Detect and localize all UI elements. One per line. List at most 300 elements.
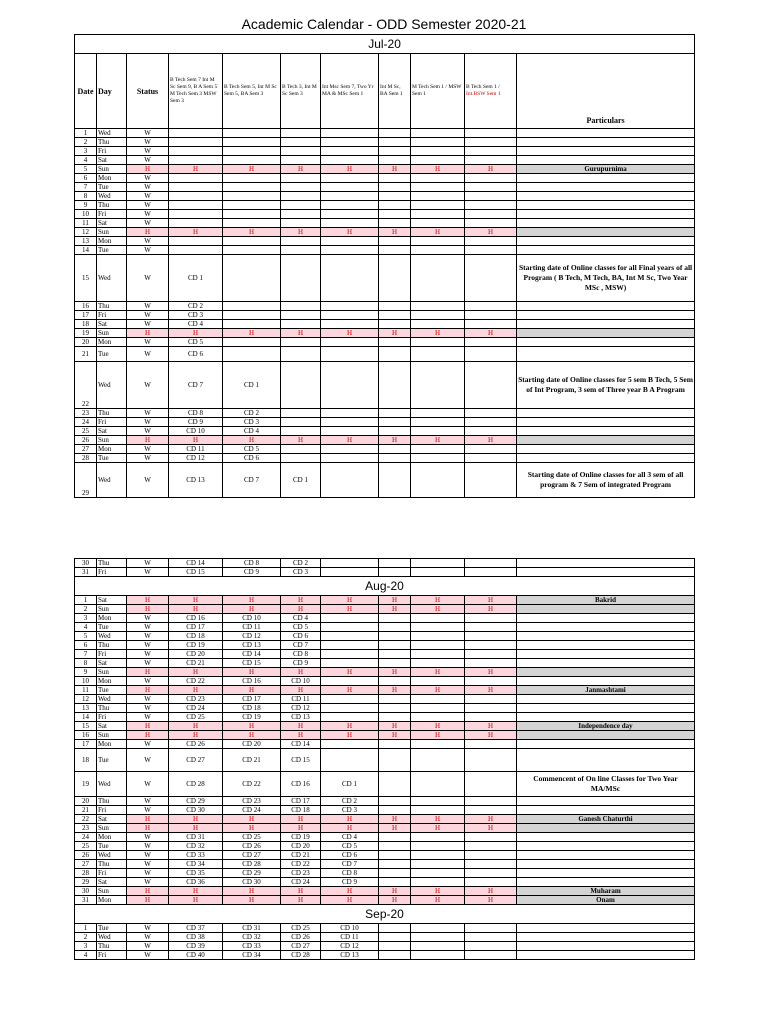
header-col-6: M Tech Sem 1 / MSW Sem 1 — [411, 54, 465, 129]
course-day-cell: CD 28 — [281, 951, 321, 960]
particulars-cell — [517, 668, 695, 677]
course-day-cell: H — [223, 815, 281, 824]
status-cell: H — [127, 605, 169, 614]
course-day-cell: CD 3 — [223, 418, 281, 427]
course-day-cell — [169, 192, 223, 201]
course-day-cell — [321, 559, 379, 568]
course-day-cell: H — [223, 731, 281, 740]
course-day-cell: H — [411, 815, 465, 824]
course-day-cell — [465, 641, 517, 650]
course-day-cell: H — [223, 165, 281, 174]
status-cell: W — [127, 933, 169, 942]
course-day-cell: H — [379, 605, 411, 614]
course-day-cell — [321, 568, 379, 577]
course-day-cell: H — [411, 887, 465, 896]
course-day-cell — [411, 659, 465, 668]
course-day-cell — [379, 409, 411, 418]
header-col-5: Int M Sc, BA Sem 1 — [379, 54, 411, 129]
date-cell: 12 — [75, 228, 97, 237]
particulars-cell — [517, 842, 695, 851]
course-day-cell — [379, 362, 411, 409]
course-day-cell — [465, 924, 517, 933]
status-cell: W — [127, 427, 169, 436]
day-cell: Mon — [97, 614, 127, 623]
course-day-cell: CD 40 — [169, 951, 223, 960]
course-day-cell — [465, 677, 517, 686]
course-day-cell: CD 28 — [223, 860, 281, 869]
course-day-cell: CD 21 — [169, 659, 223, 668]
particulars-cell — [517, 129, 695, 138]
particulars-cell: Gurupurnima — [517, 165, 695, 174]
course-day-cell — [223, 219, 281, 228]
header-col-7-a: B Tech Sem 1 / — [466, 84, 500, 90]
course-day-cell — [379, 772, 411, 797]
course-day-cell — [411, 463, 465, 498]
date-cell: 27 — [75, 445, 97, 454]
course-day-cell — [321, 320, 379, 329]
course-day-cell: CD 25 — [281, 924, 321, 933]
course-day-cell: CD 34 — [169, 860, 223, 869]
particulars-cell — [517, 418, 695, 427]
course-day-cell: H — [465, 436, 517, 445]
calendar-row — [75, 427, 695, 436]
course-day-cell — [411, 559, 465, 568]
course-day-cell: CD 15 — [223, 659, 281, 668]
course-day-cell: CD 19 — [169, 641, 223, 650]
course-day-cell: CD 19 — [281, 833, 321, 842]
course-day-cell — [321, 677, 379, 686]
calendar-row — [75, 219, 695, 228]
particulars-cell — [517, 951, 695, 960]
date-cell: 20 — [75, 338, 97, 347]
status-cell: W — [127, 713, 169, 722]
course-day-cell — [379, 174, 411, 183]
course-day-cell: H — [379, 436, 411, 445]
course-day-cell: H — [411, 686, 465, 695]
course-day-cell: H — [411, 731, 465, 740]
course-day-cell: CD 21 — [223, 749, 281, 772]
course-day-cell — [281, 454, 321, 463]
course-day-cell: H — [465, 605, 517, 614]
course-day-cell: CD 3 — [321, 806, 379, 815]
calendar-row — [75, 942, 695, 951]
course-day-cell — [379, 933, 411, 942]
course-day-cell: H — [321, 887, 379, 896]
course-day-cell: CD 2 — [223, 409, 281, 418]
day-cell: Wed — [97, 129, 127, 138]
course-day-cell: H — [379, 686, 411, 695]
particulars-cell — [517, 851, 695, 860]
status-cell: W — [127, 869, 169, 878]
date-cell: 8 — [75, 192, 97, 201]
course-day-cell — [411, 454, 465, 463]
day-cell: Fri — [97, 806, 127, 815]
course-day-cell: H — [223, 228, 281, 237]
day-cell: Sun — [97, 605, 127, 614]
course-day-cell — [465, 237, 517, 246]
calendar-row — [75, 559, 695, 568]
day-cell: Wed — [97, 362, 127, 409]
course-day-cell: CD 4 — [321, 833, 379, 842]
course-day-cell — [379, 632, 411, 641]
course-day-cell: CD 24 — [223, 806, 281, 815]
status-cell: W — [127, 454, 169, 463]
date-cell: 10 — [75, 210, 97, 219]
day-cell: Sun — [97, 165, 127, 174]
date-cell: 3 — [75, 614, 97, 623]
course-day-cell: H — [379, 165, 411, 174]
course-day-cell — [169, 219, 223, 228]
course-day-cell: H — [223, 436, 281, 445]
course-day-cell: CD 6 — [169, 347, 223, 362]
calendar-row — [75, 722, 695, 731]
calendar-row — [75, 772, 695, 797]
calendar-row — [75, 878, 695, 887]
status-cell: W — [127, 147, 169, 156]
status-cell: W — [127, 219, 169, 228]
course-day-cell — [411, 445, 465, 454]
status-cell: W — [127, 463, 169, 498]
course-day-cell: H — [411, 668, 465, 677]
course-day-cell: H — [281, 722, 321, 731]
particulars-cell — [517, 311, 695, 320]
course-day-cell: CD 9 — [223, 568, 281, 577]
status-cell: W — [127, 302, 169, 311]
course-day-cell: CD 8 — [321, 869, 379, 878]
header-particulars: Particulars — [517, 54, 695, 129]
status-cell: W — [127, 860, 169, 869]
particulars-cell — [517, 924, 695, 933]
calendar-row — [75, 201, 695, 210]
course-day-cell: CD 12 — [281, 704, 321, 713]
course-day-cell: H — [379, 722, 411, 731]
course-day-cell: H — [169, 596, 223, 605]
course-day-cell: H — [169, 165, 223, 174]
particulars-cell — [517, 650, 695, 659]
day-cell: Thu — [97, 860, 127, 869]
course-day-cell: H — [321, 896, 379, 905]
calendar-row — [75, 824, 695, 833]
course-day-cell — [411, 614, 465, 623]
course-day-cell — [465, 156, 517, 165]
course-day-cell: H — [465, 824, 517, 833]
course-day-cell: H — [321, 329, 379, 338]
status-cell: W — [127, 445, 169, 454]
course-day-cell — [411, 237, 465, 246]
course-day-cell: H — [223, 668, 281, 677]
particulars-cell — [517, 156, 695, 165]
course-day-cell: CD 10 — [281, 677, 321, 686]
status-cell: W — [127, 320, 169, 329]
date-cell: 31 — [75, 896, 97, 905]
calendar-row — [75, 731, 695, 740]
day-cell: Sun — [97, 228, 127, 237]
particulars-cell — [517, 713, 695, 722]
course-day-cell — [281, 445, 321, 454]
header-col-7-b: Int.BSW Sem 1 — [466, 91, 501, 97]
particulars-cell — [517, 559, 695, 568]
status-cell: W — [127, 878, 169, 887]
header-day: Day — [97, 54, 127, 129]
course-day-cell — [281, 362, 321, 409]
course-day-cell — [321, 632, 379, 641]
date-cell: 8 — [75, 659, 97, 668]
date-cell: 30 — [75, 559, 97, 568]
course-day-cell — [223, 147, 281, 156]
course-day-cell — [321, 445, 379, 454]
course-day-cell — [223, 255, 281, 302]
course-day-cell — [321, 454, 379, 463]
course-day-cell: CD 23 — [169, 695, 223, 704]
course-day-cell — [411, 138, 465, 147]
course-day-cell: H — [281, 605, 321, 614]
course-day-cell: H — [223, 722, 281, 731]
day-cell: Tue — [97, 623, 127, 632]
status-cell: H — [127, 668, 169, 677]
course-day-cell — [379, 210, 411, 219]
course-day-cell — [281, 183, 321, 192]
course-day-cell — [465, 138, 517, 147]
course-day-cell — [281, 255, 321, 302]
course-day-cell: H — [281, 329, 321, 338]
course-day-cell: CD 9 — [281, 659, 321, 668]
course-day-cell: H — [321, 731, 379, 740]
day-cell: Sun — [97, 668, 127, 677]
course-day-cell: CD 24 — [169, 704, 223, 713]
course-day-cell — [465, 302, 517, 311]
course-day-cell — [379, 797, 411, 806]
course-day-cell: H — [465, 815, 517, 824]
course-day-cell — [169, 174, 223, 183]
course-day-cell: CD 23 — [281, 869, 321, 878]
status-cell: W — [127, 255, 169, 302]
particulars-cell — [517, 860, 695, 869]
course-day-cell: CD 35 — [169, 869, 223, 878]
course-day-cell — [465, 210, 517, 219]
course-day-cell — [465, 454, 517, 463]
course-day-cell: CD 16 — [169, 614, 223, 623]
date-cell: 2 — [75, 138, 97, 147]
course-day-cell: CD 4 — [223, 427, 281, 436]
calendar-row — [75, 156, 695, 165]
course-day-cell: CD 24 — [281, 878, 321, 887]
course-day-cell: CD 2 — [281, 559, 321, 568]
course-day-cell: H — [321, 605, 379, 614]
course-day-cell — [223, 311, 281, 320]
course-day-cell — [223, 347, 281, 362]
day-cell: Thu — [97, 641, 127, 650]
day-cell: Thu — [97, 704, 127, 713]
status-cell: W — [127, 246, 169, 255]
course-day-cell — [379, 878, 411, 887]
calendar-row — [75, 463, 695, 498]
course-day-cell — [379, 695, 411, 704]
course-day-cell — [465, 650, 517, 659]
calendar-row — [75, 445, 695, 454]
course-day-cell — [379, 677, 411, 686]
course-day-cell — [281, 427, 321, 436]
date-cell: 18 — [75, 749, 97, 772]
status-cell: W — [127, 623, 169, 632]
status-cell: W — [127, 749, 169, 772]
course-day-cell: H — [411, 896, 465, 905]
date-cell: 16 — [75, 302, 97, 311]
month-header-sep: Sep-20 — [75, 905, 695, 924]
course-day-cell: H — [379, 887, 411, 896]
date-cell: 28 — [75, 869, 97, 878]
course-day-cell — [379, 418, 411, 427]
course-day-cell: CD 29 — [169, 797, 223, 806]
status-cell: W — [127, 129, 169, 138]
day-cell: Thu — [97, 302, 127, 311]
course-day-cell: CD 13 — [223, 641, 281, 650]
course-day-cell — [411, 677, 465, 686]
date-cell: 1 — [75, 924, 97, 933]
course-day-cell: H — [281, 686, 321, 695]
course-day-cell — [321, 147, 379, 156]
calendar-row — [75, 329, 695, 338]
course-day-cell — [321, 192, 379, 201]
calendar-row — [75, 749, 695, 772]
status-cell: W — [127, 237, 169, 246]
day-cell: Tue — [97, 454, 127, 463]
status-cell: H — [127, 228, 169, 237]
course-day-cell: CD 26 — [223, 842, 281, 851]
course-day-cell — [379, 614, 411, 623]
particulars-cell — [517, 219, 695, 228]
course-day-cell — [281, 418, 321, 427]
status-cell: W — [127, 806, 169, 815]
course-day-cell — [281, 237, 321, 246]
course-day-cell: CD 32 — [169, 842, 223, 851]
status-cell: W — [127, 174, 169, 183]
course-day-cell — [169, 129, 223, 138]
calendar-row — [75, 174, 695, 183]
course-day-cell — [465, 833, 517, 842]
course-day-cell — [281, 156, 321, 165]
course-day-cell — [411, 924, 465, 933]
course-day-cell: H — [411, 165, 465, 174]
course-day-cell — [411, 418, 465, 427]
course-day-cell — [321, 183, 379, 192]
course-day-cell — [223, 302, 281, 311]
course-day-cell — [411, 302, 465, 311]
day-cell: Fri — [97, 311, 127, 320]
particulars-cell — [517, 246, 695, 255]
course-day-cell — [379, 320, 411, 329]
course-day-cell — [321, 174, 379, 183]
date-cell: 4 — [75, 951, 97, 960]
course-day-cell: CD 29 — [223, 869, 281, 878]
course-day-cell — [379, 951, 411, 960]
day-cell: Tue — [97, 183, 127, 192]
course-day-cell: H — [169, 887, 223, 896]
calendar-row — [75, 436, 695, 445]
calendar-row — [75, 704, 695, 713]
course-day-cell: CD 21 — [281, 851, 321, 860]
particulars-cell — [517, 302, 695, 311]
course-day-cell — [411, 338, 465, 347]
course-day-cell — [379, 311, 411, 320]
day-cell: Wed — [97, 851, 127, 860]
course-day-cell — [465, 851, 517, 860]
status-cell: W — [127, 740, 169, 749]
status-cell: W — [127, 659, 169, 668]
date-cell: 21 — [75, 806, 97, 815]
course-day-cell — [465, 740, 517, 749]
calendar-row — [75, 568, 695, 577]
course-day-cell: H — [465, 329, 517, 338]
course-day-cell: H — [169, 686, 223, 695]
calendar-row — [75, 228, 695, 237]
course-day-cell — [465, 255, 517, 302]
course-day-cell: CD 12 — [321, 942, 379, 951]
course-day-cell: CD 20 — [281, 842, 321, 851]
course-day-cell: CD 39 — [169, 942, 223, 951]
course-day-cell: CD 7 — [281, 641, 321, 650]
column-header-row — [75, 54, 695, 129]
particulars-cell: Starting date of Online classes for 5 sem B Tech, 5 Sem of Int Program, 3 sem of Three year B A Program — [517, 362, 695, 409]
course-day-cell: H — [223, 824, 281, 833]
course-day-cell: H — [169, 824, 223, 833]
course-day-cell — [411, 933, 465, 942]
course-day-cell — [379, 924, 411, 933]
course-day-cell — [379, 156, 411, 165]
course-day-cell: H — [281, 815, 321, 824]
course-day-cell: CD 13 — [169, 463, 223, 498]
course-day-cell: CD 11 — [281, 695, 321, 704]
course-day-cell: CD 30 — [169, 806, 223, 815]
course-day-cell: H — [281, 596, 321, 605]
course-day-cell — [465, 201, 517, 210]
course-day-cell: H — [169, 668, 223, 677]
day-cell: Fri — [97, 869, 127, 878]
day-cell: Sun — [97, 887, 127, 896]
course-day-cell: CD 33 — [169, 851, 223, 860]
course-day-cell — [223, 138, 281, 147]
course-day-cell — [321, 740, 379, 749]
course-day-cell: CD 15 — [169, 568, 223, 577]
particulars-cell — [517, 933, 695, 942]
course-day-cell — [281, 409, 321, 418]
particulars-cell: Starting date of Online classes for all Final years of all Program ( B Tech, M Tech, BA, Int M Sc, Two Year MSc , MSW) — [517, 255, 695, 302]
course-day-cell: H — [411, 824, 465, 833]
calendar-row — [75, 815, 695, 824]
course-day-cell — [465, 869, 517, 878]
course-day-cell — [321, 129, 379, 138]
course-day-cell: H — [281, 436, 321, 445]
course-day-cell: H — [223, 329, 281, 338]
course-day-cell — [411, 842, 465, 851]
calendar-row — [75, 713, 695, 722]
calendar-row — [75, 147, 695, 156]
course-day-cell: H — [223, 605, 281, 614]
date-cell: 1 — [75, 129, 97, 138]
calendar-row — [75, 641, 695, 650]
course-day-cell — [321, 246, 379, 255]
course-day-cell — [411, 942, 465, 951]
course-day-cell — [321, 210, 379, 219]
calendar-row — [75, 659, 695, 668]
date-cell: 7 — [75, 183, 97, 192]
particulars-cell — [517, 749, 695, 772]
course-day-cell: CD 28 — [169, 772, 223, 797]
day-cell: Sat — [97, 815, 127, 824]
particulars-cell: Janmashtami — [517, 686, 695, 695]
status-cell: W — [127, 951, 169, 960]
day-cell: Mon — [97, 445, 127, 454]
course-day-cell — [465, 409, 517, 418]
